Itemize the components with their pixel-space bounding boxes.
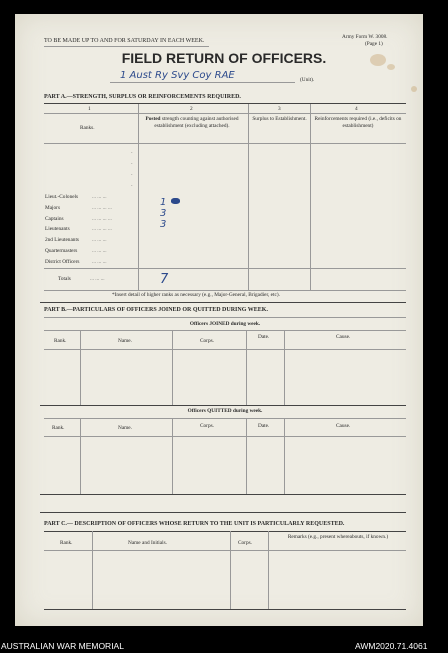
rank-2nd-lieutenants: 2nd Lieutenants: [45, 237, 79, 244]
totals-label: Totals: [58, 276, 71, 282]
joined-title: Officers JOINED during week.: [189, 321, 261, 327]
joined-col-corps: Corps.: [200, 338, 214, 344]
quitted-title: Officers QUITTED during week.: [187, 408, 263, 414]
footer-accession-number: AWM2020.71.4061: [355, 641, 428, 651]
top-note: TO BE MADE UP TO AND FOR SATURDAY IN EACH WEEK.: [44, 38, 205, 44]
rank-majors: Majors: [45, 204, 61, 211]
handwritten-counts: [160, 197, 166, 230]
col-number-2: 2: [190, 106, 193, 112]
part-a-heading: PART A.—STRENGTH, SURPLUS OR REINFORCEMENTS REQUIRED.: [44, 94, 241, 100]
rank-lieutenants: Lieutenants: [45, 226, 70, 233]
col-number-1: 1: [88, 106, 91, 112]
count-captains: 3: [160, 208, 167, 219]
quitted-col-name: Name.: [118, 425, 132, 431]
part-b-heading: PART B.—PARTICULARS OF OFFICERS JOINED OR QUITTED DURING WEEK.: [44, 307, 268, 313]
col-number-3: 3: [278, 106, 281, 112]
page-number: (Page 1): [365, 41, 383, 47]
rank-list: [45, 192, 79, 268]
unit-label: (Unit).: [300, 77, 315, 83]
stain: [411, 86, 417, 92]
form-title: FIELD RETURN OF OFFICERS.: [121, 50, 327, 66]
quitted-col-cause: Cause.: [336, 423, 351, 429]
count-majors: 1: [160, 197, 167, 208]
col-posted-header: Posted strength counting against authorised establishment (excluding attached).: [145, 116, 239, 129]
col-surplus-header: Surplus to Establishment.: [252, 116, 307, 122]
col-number-4: 4: [355, 106, 358, 112]
col-ranks-header: Ranks.: [80, 125, 95, 131]
rank-captains: Captains: [45, 215, 64, 222]
unit-handwritten: 1 Aust Ry Svy Coy RAE: [120, 70, 235, 81]
ink-blot: [171, 198, 180, 204]
part-c-col-remarks: Remarks (e.g., present whereabouts, if known.): [287, 534, 389, 540]
rank-district-officers: District Officers: [45, 258, 80, 265]
joined-col-date: Date.: [258, 334, 270, 340]
quitted-col-rank: Rank.: [52, 425, 65, 431]
joined-col-name: Name.: [118, 338, 132, 344]
totals-value: 7: [160, 272, 169, 287]
higher-ranks-dots: · · · ·: [131, 150, 133, 189]
joined-col-rank: Rank.: [54, 338, 67, 344]
joined-col-cause: Cause.: [336, 334, 351, 340]
part-c-heading: PART C.— DESCRIPTION OF OFFICERS WHOSE RETURN TO THE UNIT IS PARTICULARLY REQUESTED.: [44, 521, 345, 527]
quitted-col-date: Date.: [258, 423, 270, 429]
rank-lieut-colonels: Lieut.-Colonels: [45, 194, 79, 200]
part-a-footnote: *Insert detail of higher ranks as necessary (e.g., Major-General, Brigadier, etc).: [112, 292, 280, 298]
form-number: Army Form W. 3008.: [342, 34, 388, 40]
part-c-col-rank: Rank.: [60, 540, 73, 546]
totals-dots: ... ... ...: [90, 276, 105, 282]
count-lieutenants: 3: [160, 219, 167, 230]
rank-dot-leaders: ... ... ... ... ... ... ... ... ... ... ... ... ... ... ... ... ... ... ... ... ... ... ... ...: [92, 194, 112, 265]
part-c-col-corps: Corps.: [238, 540, 252, 546]
rank-quartermasters: Quartermasters: [45, 247, 78, 254]
footer-institution: AUSTRALIAN WAR MEMORIAL: [1, 641, 124, 651]
part-c-col-name: Name and Initials.: [128, 540, 167, 546]
col-reinf-header: Reinforcements required (i.e., deficits on establishment): [314, 116, 402, 129]
quitted-col-corps: Corps.: [200, 423, 214, 429]
